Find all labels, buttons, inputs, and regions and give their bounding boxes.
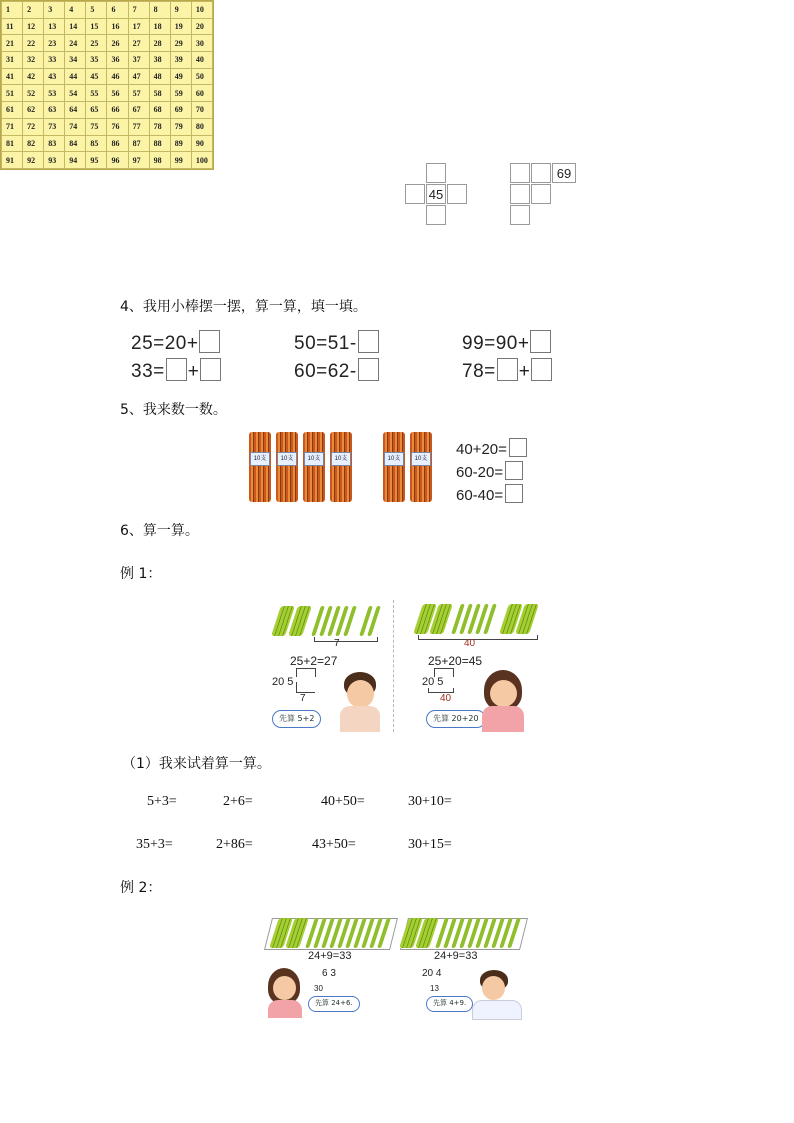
answer-box[interactable] (358, 358, 379, 381)
hundred-chart-cell: 45 (86, 68, 107, 85)
answer-box[interactable] (531, 358, 552, 381)
grid-puzzle-69 (510, 163, 576, 227)
answer-box[interactable] (505, 484, 523, 503)
brace-line (418, 635, 538, 640)
stick-bundles (249, 432, 439, 506)
hundred-chart-cell: 16 (107, 18, 128, 35)
plus-sign: + (187, 361, 200, 382)
example1-illustration (268, 600, 542, 735)
hundred-chart-cell: 30 (191, 35, 212, 52)
hundred-chart-cell: 61 (2, 102, 23, 119)
bundle-tag: 10支 (384, 452, 404, 466)
hundred-chart-cell: 9 (170, 2, 191, 19)
hundred-chart-cell: 58 (149, 85, 170, 102)
hundred-chart-cell: 44 (65, 68, 86, 85)
calc-item[interactable]: 2+6= (223, 794, 253, 809)
hundred-chart-cell: 5 (86, 2, 107, 19)
hundred-chart-cell: 20 (191, 18, 212, 35)
stick-bundle (330, 432, 352, 502)
hundred-chart-cell: 60 (191, 85, 212, 102)
hundred-chart-row (2, 68, 213, 85)
hundred-chart-cell: 43 (44, 68, 65, 85)
hundred-chart-cell: 90 (191, 135, 212, 152)
hundred-chart-cell: 24 (65, 35, 86, 52)
calc-item[interactable]: 5+3= (147, 794, 177, 809)
example1-label: 例 1： (120, 566, 162, 582)
speech-bubble: 先算 5+2 (272, 710, 321, 728)
bundle-tag: 10支 (277, 452, 297, 466)
calc-item[interactable]: 40+50= (321, 794, 365, 809)
hundred-chart-row (2, 18, 213, 35)
hundred-chart-cell: 25 (86, 35, 107, 52)
q5-eq-2 (456, 461, 523, 481)
hundred-chart-cell: 96 (107, 152, 128, 169)
hundred-chart-cell: 57 (128, 85, 149, 102)
hundred-chart-cell: 22 (23, 35, 44, 52)
hundred-chart-cell: 48 (149, 68, 170, 85)
bundle-tag: 10支 (250, 452, 270, 466)
hundred-chart-cell: 62 (23, 102, 44, 119)
sum-label: 40 (440, 693, 452, 704)
hundred-chart-cell: 32 (23, 52, 44, 69)
hundred-chart (0, 0, 214, 170)
hundred-chart-cell: 70 (191, 102, 212, 119)
hundred-chart-cell: 28 (149, 35, 170, 52)
sum-label: 13 (430, 984, 439, 993)
hundred-chart-cell: 27 (128, 35, 149, 52)
hundred-chart-cell: 77 (128, 118, 149, 135)
plus-sign: + (518, 361, 531, 382)
hundred-chart-cell: 80 (191, 118, 212, 135)
hundred-chart-cell: 81 (2, 135, 23, 152)
boy-shirt (472, 1000, 522, 1020)
girl-shirt (268, 1000, 302, 1018)
puzzle-cell-center: 45 (426, 184, 446, 204)
hundred-chart-cell: 97 (128, 152, 149, 169)
sum-label: 30 (314, 984, 323, 993)
answer-box[interactable] (166, 358, 187, 381)
q4-eq-5 (294, 358, 380, 383)
hundred-chart-cell: 13 (44, 18, 65, 35)
answer-box[interactable] (530, 330, 551, 353)
brace-line (314, 637, 378, 642)
eq-text: 50=51- (294, 333, 357, 354)
hundred-chart-cell: 47 (128, 68, 149, 85)
hundred-chart-cell: 74 (65, 118, 86, 135)
hundred-chart-row (2, 2, 213, 19)
split-numbers: 20 5 (422, 676, 444, 688)
hundred-chart-cell: 34 (65, 52, 86, 69)
hundred-chart-cell: 46 (107, 68, 128, 85)
hundred-chart-cell: 82 (23, 135, 44, 152)
puzzle-cell[interactable] (510, 163, 530, 183)
hundred-chart-cell: 4 (65, 2, 86, 19)
hundred-chart-cell: 55 (86, 85, 107, 102)
hundred-chart-cell: 41 (2, 68, 23, 85)
hundred-chart-cell: 29 (170, 35, 191, 52)
hundred-chart-cell: 6 (107, 2, 128, 19)
split-numbers: 20 5 (272, 676, 294, 688)
hundred-chart-cell: 37 (128, 52, 149, 69)
q4-eq-1 (131, 330, 221, 355)
eq-text: 25=20+ (131, 333, 199, 354)
puzzle-cell[interactable] (510, 205, 530, 225)
hundred-chart-row (2, 35, 213, 52)
hundred-chart-cell: 39 (170, 52, 191, 69)
speech-bubble: 先算 24+6. (308, 996, 360, 1012)
hundred-chart-cell: 17 (128, 18, 149, 35)
hundred-chart-cell: 42 (23, 68, 44, 85)
hundred-chart-cell: 26 (107, 35, 128, 52)
q5-eq-1 (456, 438, 527, 458)
hundred-chart-cell: 40 (191, 52, 212, 69)
hundred-chart-cell: 65 (86, 102, 107, 119)
bundle-tag: 10支 (411, 452, 431, 466)
hundred-chart-cell: 64 (65, 102, 86, 119)
hundred-chart-cell: 14 (65, 18, 86, 35)
hundred-chart-cell: 2 (23, 2, 44, 19)
equation: 24+9=33 (308, 950, 352, 962)
eq-text: 78= (462, 361, 496, 382)
stick-bundle (383, 432, 405, 502)
puzzle-cell[interactable] (531, 163, 551, 183)
boy-shirt (340, 706, 380, 732)
hundred-chart-table (1, 1, 213, 169)
hundred-chart-cell: 78 (149, 118, 170, 135)
divider (393, 600, 394, 732)
split-lines (296, 668, 316, 677)
answer-box[interactable] (199, 330, 220, 353)
brace-label: 40 (464, 638, 476, 649)
hundred-chart-row (2, 152, 213, 169)
girl-face (490, 680, 517, 707)
sum-label: 7 (300, 693, 306, 704)
hundred-chart-cell: 92 (23, 152, 44, 169)
hundred-chart-cell: 66 (107, 102, 128, 119)
hundred-chart-row (2, 102, 213, 119)
eq-text: 60-20= (456, 464, 504, 481)
hundred-chart-cell: 75 (86, 118, 107, 135)
puzzle-cell[interactable] (405, 184, 425, 204)
brace-label: 7 (334, 638, 340, 649)
hundred-chart-cell: 100 (191, 152, 212, 169)
hundred-chart-cell: 76 (107, 118, 128, 135)
stick-bundle (249, 432, 271, 502)
hundred-chart-cell: 21 (2, 35, 23, 52)
hundred-chart-cell: 94 (65, 152, 86, 169)
example2-label: 例 2： (120, 880, 162, 896)
calc-item[interactable]: 43+50= (312, 837, 356, 852)
answer-box[interactable] (509, 438, 527, 457)
hundred-chart-row (2, 52, 213, 69)
split-numbers: 20 4 (422, 968, 442, 979)
hundred-chart-cell: 53 (44, 85, 65, 102)
stick-bundle (276, 432, 298, 502)
hundred-chart-cell: 52 (23, 85, 44, 102)
hundred-chart-cell: 99 (170, 152, 191, 169)
hundred-chart-cell: 73 (44, 118, 65, 135)
part1-heading: （1）我来试着算一算。 (122, 756, 271, 772)
puzzle-cell[interactable] (426, 163, 446, 183)
calc-item[interactable]: 30+10= (408, 794, 452, 809)
hundred-chart-cell: 49 (170, 68, 191, 85)
eq-text: 60-40= (456, 487, 504, 504)
hundred-chart-cell: 87 (128, 135, 149, 152)
split-numbers: 6 3 (322, 968, 336, 979)
girl-shirt (482, 706, 524, 732)
hundred-chart-cell: 31 (2, 52, 23, 69)
hundred-chart-cell: 79 (170, 118, 191, 135)
hundred-chart-cell: 8 (149, 2, 170, 19)
puzzle-cell[interactable] (510, 184, 530, 204)
hundred-chart-cell: 63 (44, 102, 65, 119)
hundred-chart-cell: 19 (170, 18, 191, 35)
bundle-tag: 10支 (304, 452, 324, 466)
hundred-chart-cell: 89 (170, 135, 191, 152)
speech-bubble: 先算 4+9. (426, 996, 473, 1012)
calc-item[interactable]: 30+15= (408, 837, 452, 852)
hundred-chart-cell: 91 (2, 152, 23, 169)
puzzle-cell[interactable] (447, 184, 467, 204)
hundred-chart-cell: 36 (107, 52, 128, 69)
hundred-chart-row (2, 85, 213, 102)
stick-bundle (303, 432, 325, 502)
answer-box[interactable] (497, 358, 518, 381)
hundred-chart-cell: 86 (107, 135, 128, 152)
bundle-tag: 10支 (331, 452, 351, 466)
q4-eq-3 (462, 330, 552, 355)
stick-bundle (410, 432, 432, 502)
q4-heading: 4、我用小棒摆一摆，算一算，填一填。 (120, 299, 367, 315)
puzzle-cell-given: 69 (552, 163, 576, 183)
hundred-chart-cell: 33 (44, 52, 65, 69)
hundred-chart-cell: 69 (170, 102, 191, 119)
puzzle-cell[interactable] (531, 184, 551, 204)
hundred-chart-cell: 59 (170, 85, 191, 102)
sum-bracket (296, 682, 315, 693)
hundred-chart-cell: 68 (149, 102, 170, 119)
hundred-chart-cell: 12 (23, 18, 44, 35)
girl-face (273, 976, 296, 1000)
equation: 24+9=33 (434, 950, 478, 962)
hundred-chart-cell: 18 (149, 18, 170, 35)
hundred-chart-cell: 7 (128, 2, 149, 19)
q6-heading: 6、算一算。 (120, 523, 199, 539)
hundred-chart-cell: 23 (44, 35, 65, 52)
answer-box[interactable] (200, 358, 221, 381)
speech-bubble: 先算 20+20 (426, 710, 486, 728)
q4-eq-4 (131, 358, 222, 383)
hundred-chart-cell: 54 (65, 85, 86, 102)
hundred-chart-cell: 88 (149, 135, 170, 152)
eq-text: 60=62- (294, 361, 357, 382)
hundred-chart-cell: 83 (44, 135, 65, 152)
hundred-chart-cell: 56 (107, 85, 128, 102)
hundred-chart-cell: 3 (44, 2, 65, 19)
cross-puzzle-45 (405, 163, 469, 227)
calc-item[interactable]: 35+3= (136, 837, 173, 852)
calc-item[interactable]: 2+86= (216, 837, 253, 852)
answer-box[interactable] (358, 330, 379, 353)
eq-text: 40+20= (456, 441, 507, 458)
hundred-chart-cell: 98 (149, 152, 170, 169)
hundred-chart-cell: 95 (86, 152, 107, 169)
hundred-chart-row (2, 118, 213, 135)
hundred-chart-cell: 11 (2, 18, 23, 35)
q5-eq-3 (456, 484, 523, 504)
q4-eq-6 (462, 358, 553, 383)
hundred-chart-cell: 85 (86, 135, 107, 152)
hundred-chart-cell: 84 (65, 135, 86, 152)
hundred-chart-row (2, 135, 213, 152)
q4-eq-2 (294, 330, 380, 355)
hundred-chart-cell: 71 (2, 118, 23, 135)
eq-text: 99=90+ (462, 333, 530, 354)
equation: 25+20=45 (428, 654, 483, 668)
hundred-chart-cell: 15 (86, 18, 107, 35)
eq-text: 33= (131, 361, 165, 382)
hundred-chart-cell: 72 (23, 118, 44, 135)
hundred-chart-cell: 38 (149, 52, 170, 69)
hundred-chart-cell: 51 (2, 85, 23, 102)
boy-face (482, 976, 505, 1000)
hundred-chart-cell: 10 (191, 2, 212, 19)
hundred-chart-cell: 67 (128, 102, 149, 119)
q5-heading: 5、我来数一数。 (120, 402, 227, 418)
hundred-chart-cell: 1 (2, 2, 23, 19)
hundred-chart-cell: 93 (44, 152, 65, 169)
example2-illustration (266, 912, 528, 1020)
hundred-chart-cell: 35 (86, 52, 107, 69)
answer-box[interactable] (505, 461, 523, 480)
hundred-chart-cell: 50 (191, 68, 212, 85)
boy-face (347, 680, 374, 708)
puzzle-cell[interactable] (426, 205, 446, 225)
equation: 25+2=27 (290, 654, 338, 668)
